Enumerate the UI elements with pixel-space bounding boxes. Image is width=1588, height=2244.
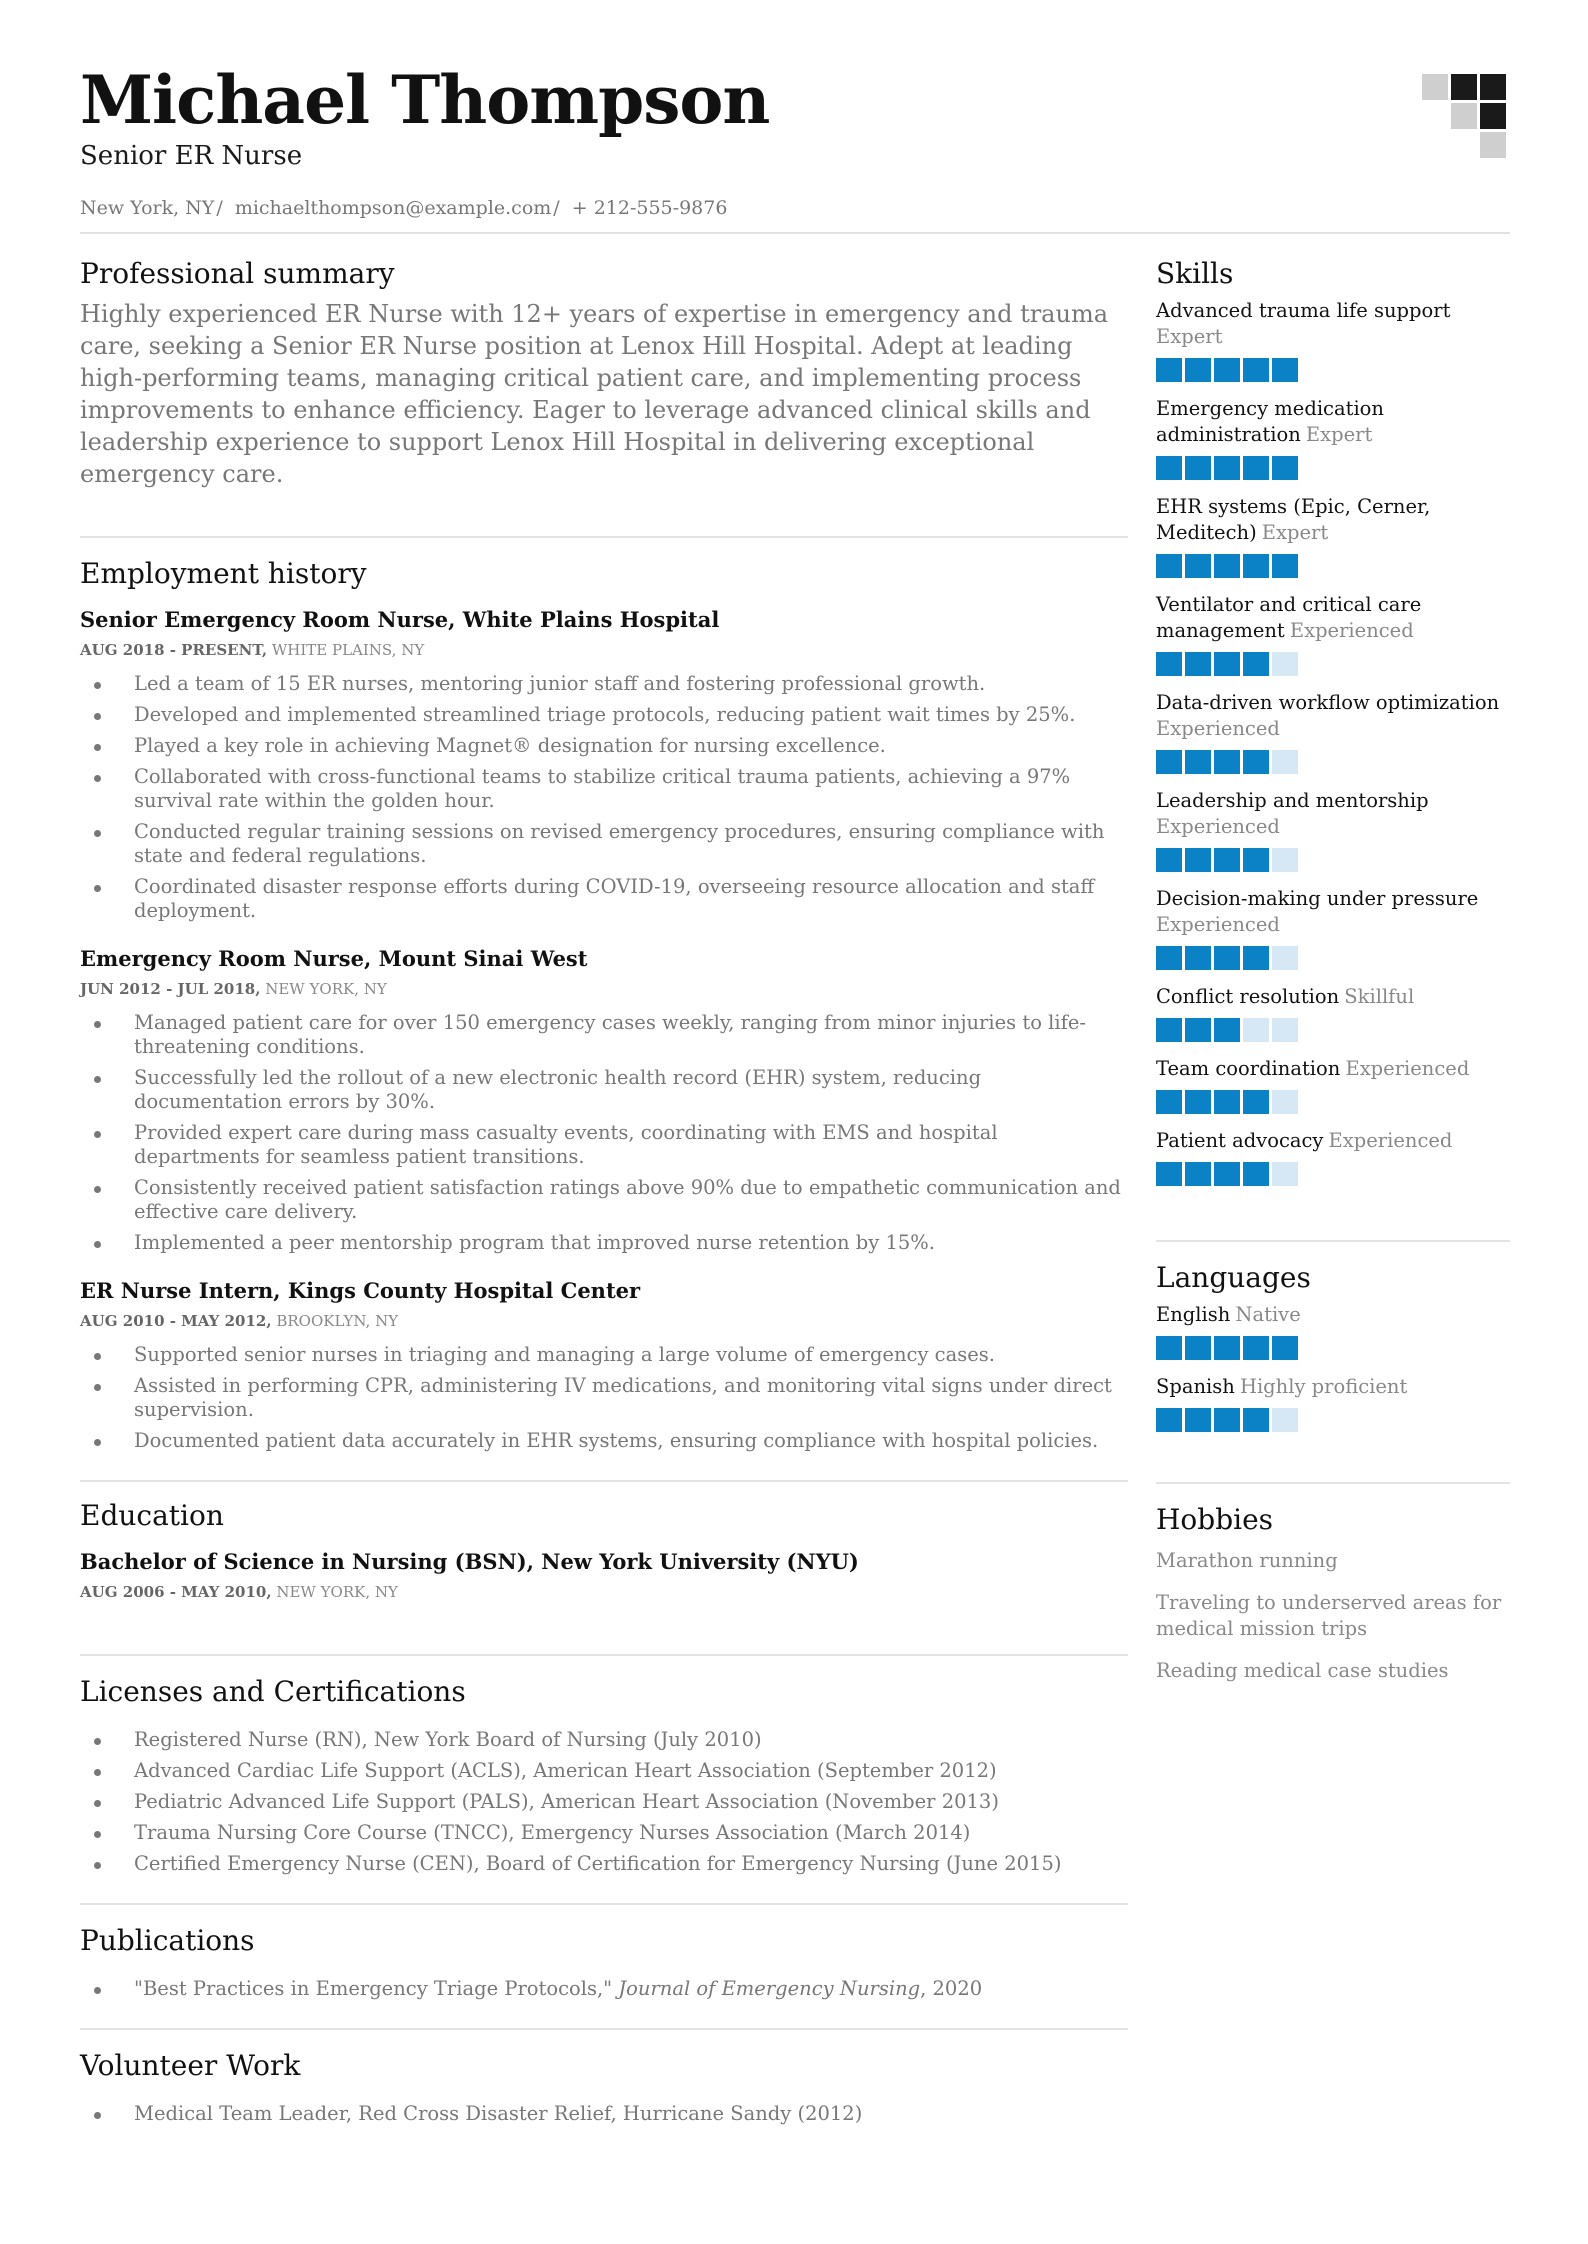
rating-segment-filled xyxy=(1156,750,1182,774)
rating-segment-empty xyxy=(1272,652,1298,676)
section-title: Languages xyxy=(1156,1261,1311,1294)
rating-segment-filled xyxy=(1185,1018,1211,1042)
hobbies-list xyxy=(1156,1548,1510,1684)
rating-bar xyxy=(1156,358,1510,382)
rating-level: Experienced xyxy=(1345,1057,1470,1080)
rating-level: Experienced xyxy=(1156,717,1280,740)
rating-segment-empty xyxy=(1272,1090,1298,1114)
job-entry xyxy=(80,606,1128,923)
rating-segment-filled xyxy=(1243,1090,1269,1114)
rating-level: Expert xyxy=(1305,423,1373,446)
section-title: Education xyxy=(80,1499,224,1532)
logo-square xyxy=(1451,103,1477,129)
education-section xyxy=(80,1480,1128,1654)
rating-segment-filled xyxy=(1156,456,1182,480)
rating-segment-filled xyxy=(1156,1336,1182,1360)
rating-segment-empty xyxy=(1243,1018,1269,1042)
section-title: Employment history xyxy=(80,557,367,590)
skill-item xyxy=(1156,788,1510,872)
rating-bar xyxy=(1156,848,1510,872)
degree-title: Bachelor of Science in Nursing (BSN), New York University (NYU) xyxy=(80,1549,859,1574)
section-title: Skills xyxy=(1156,257,1234,290)
rating-bar xyxy=(1156,456,1510,480)
rating-label xyxy=(1156,298,1510,350)
rating-name: English xyxy=(1156,1303,1231,1326)
volunteer-list xyxy=(80,2102,1128,2126)
rating-segment-filled xyxy=(1214,1162,1240,1186)
rating-segment-filled xyxy=(1185,848,1211,872)
rating-segment-filled xyxy=(1214,848,1240,872)
job-dates: AUG 2010 - MAY 2012, xyxy=(80,1312,272,1330)
skill-item xyxy=(1156,298,1510,382)
sidebar-column xyxy=(1156,256,1510,1684)
language-item xyxy=(1156,1302,1510,1360)
rating-segment-empty xyxy=(1272,946,1298,970)
list-item: Certified Emergency Nurse (CEN), Board of Certification for Emergency Nursing (June 2015) xyxy=(80,1852,1128,1876)
rating-segment-filled xyxy=(1185,1090,1211,1114)
rating-label xyxy=(1156,1056,1510,1082)
publication-year: , 2020 xyxy=(920,1977,983,2000)
rating-bar xyxy=(1156,652,1510,676)
list-item: Advanced Cardiac Life Support (ACLS), American Heart Association (September 2012) xyxy=(80,1759,1128,1783)
publications-list xyxy=(80,1977,1128,2001)
list-item: Collaborated with cross-functional teams to stabilize critical trauma patients, achieving a 97% survival rate within the golden hour. xyxy=(80,765,1128,813)
skill-item xyxy=(1156,886,1510,970)
rating-label xyxy=(1156,690,1510,742)
rating-bar xyxy=(1156,750,1510,774)
contact-email[interactable]: michaelthompson@example.com xyxy=(234,197,552,219)
rating-segment-filled xyxy=(1214,554,1240,578)
list-item: Managed patient care for over 150 emergency cases weekly, ranging from minor injuries to life-threatening conditions. xyxy=(80,1011,1128,1059)
list-item: Registered Nurse (RN), New York Board of Nursing (July 2010) xyxy=(80,1728,1128,1752)
rating-segment-filled xyxy=(1185,1336,1211,1360)
rating-label xyxy=(1156,788,1510,840)
list-item: Implemented a peer mentorship program that improved nurse retention by 15%. xyxy=(80,1231,1128,1255)
languages-section xyxy=(1156,1240,1510,1482)
rating-segment-filled xyxy=(1243,1162,1269,1186)
list-item: Played a key role in achieving Magnet® designation for nursing excellence. xyxy=(80,734,1128,758)
job-title: Emergency Room Nurse, Mount Sinai West xyxy=(80,946,588,971)
rating-bar xyxy=(1156,1018,1510,1042)
publication-title: "Best Practices in Emergency Triage Protocols," xyxy=(134,1977,613,2000)
rating-name: Decision-making under pressure xyxy=(1156,887,1479,910)
language-item xyxy=(1156,1374,1510,1432)
rating-name: Advanced trauma life support xyxy=(1156,299,1451,322)
rating-level: Experienced xyxy=(1289,619,1414,642)
rating-segment-filled xyxy=(1214,946,1240,970)
section-title: Volunteer Work xyxy=(80,2049,301,2082)
rating-segment-empty xyxy=(1272,1408,1298,1432)
rating-segment-filled xyxy=(1156,1018,1182,1042)
list-item: Trauma Nursing Core Course (TNCC), Emergency Nurses Association (March 2014) xyxy=(80,1821,1128,1845)
rating-name: Data-driven workflow optimization xyxy=(1156,691,1500,714)
rating-level: Expert xyxy=(1261,521,1329,544)
publications-section xyxy=(80,1903,1128,2028)
education-dates: AUG 2006 - MAY 2010, xyxy=(80,1583,272,1601)
rating-name: Ventilator and critical care management xyxy=(1156,593,1422,642)
skill-item xyxy=(1156,1128,1510,1186)
rating-name: Emergency medication administration xyxy=(1156,397,1384,446)
section-title: Hobbies xyxy=(1156,1503,1274,1536)
languages-list xyxy=(1156,1302,1510,1432)
contact-separator: / xyxy=(553,197,560,219)
volunteer-section xyxy=(80,2028,1128,2126)
job-meta xyxy=(80,640,1128,660)
rating-segment-filled xyxy=(1272,1336,1298,1360)
brand-logo-icon xyxy=(1422,74,1510,162)
skill-item xyxy=(1156,494,1510,578)
rating-segment-filled xyxy=(1185,554,1211,578)
rating-segment-filled xyxy=(1214,750,1240,774)
rating-segment-filled xyxy=(1156,946,1182,970)
logo-square xyxy=(1480,103,1506,129)
job-entry xyxy=(80,945,1128,1255)
list-item: Documented patient data accurately in EHR systems, ensuring compliance with hospital policies. xyxy=(80,1429,1128,1453)
rating-segment-filled xyxy=(1185,750,1211,774)
job-bullets xyxy=(80,1011,1128,1255)
section-title: Licenses and Certifications xyxy=(80,1675,466,1708)
education-location: NEW YORK, NY xyxy=(276,1583,398,1601)
rating-bar xyxy=(1156,1408,1510,1432)
rating-segment-filled xyxy=(1214,1408,1240,1432)
contact-location: New York, NY xyxy=(80,197,215,219)
rating-level: Skillful xyxy=(1344,985,1415,1008)
job-title: Senior Emergency Room Nurse, White Plains Hospital xyxy=(80,607,720,632)
list-item: Supported senior nurses in triaging and managing a large volume of emergency cases. xyxy=(80,1343,1128,1367)
rating-level: Native xyxy=(1235,1303,1301,1326)
rating-segment-empty xyxy=(1272,750,1298,774)
hobby-item: Traveling to underserved areas for medical mission trips xyxy=(1156,1591,1502,1640)
rating-label xyxy=(1156,1302,1510,1328)
contact-line xyxy=(80,196,1510,220)
rating-name: Leadership and mentorship xyxy=(1156,789,1429,812)
rating-segment-filled xyxy=(1243,848,1269,872)
rating-bar xyxy=(1156,554,1510,578)
candidate-title: Senior ER Nurse xyxy=(80,141,303,171)
rating-level: Expert xyxy=(1156,325,1223,348)
rating-segment-filled xyxy=(1214,358,1240,382)
job-location: WHITE PLAINS, NY xyxy=(271,641,425,659)
rating-segment-filled xyxy=(1214,1018,1240,1042)
list-item: Provided expert care during mass casualty events, coordinating with EMS and hospital departments for seamless patient transitions. xyxy=(80,1121,1128,1169)
rating-segment-filled xyxy=(1156,1162,1182,1186)
rating-segment-filled xyxy=(1185,358,1211,382)
rating-label xyxy=(1156,494,1510,546)
rating-segment-empty xyxy=(1272,848,1298,872)
rating-segment-filled xyxy=(1185,946,1211,970)
rating-segment-filled xyxy=(1243,946,1269,970)
job-bullets xyxy=(80,672,1128,923)
hobbies-section xyxy=(1156,1482,1510,1684)
list-item: Conducted regular training sessions on revised emergency procedures, ensuring compliance with state and federal regulations. xyxy=(80,820,1128,868)
list-item: Led a team of 15 ER nurses, mentoring junior staff and fostering professional growth. xyxy=(80,672,1128,696)
job-dates: AUG 2018 - PRESENT, xyxy=(80,641,268,659)
rating-bar xyxy=(1156,1090,1510,1114)
rating-segment-filled xyxy=(1243,456,1269,480)
rating-name: Spanish xyxy=(1156,1375,1235,1398)
licenses-section xyxy=(80,1654,1128,1903)
rating-segment-filled xyxy=(1156,848,1182,872)
resume-header xyxy=(80,60,1510,220)
logo-square xyxy=(1422,74,1448,100)
rating-level: Experienced xyxy=(1156,913,1280,936)
main-column xyxy=(80,256,1128,2133)
rating-segment-filled xyxy=(1272,358,1298,382)
hobby-item: Reading medical case studies xyxy=(1156,1659,1449,1682)
summary-text: Highly experienced ER Nurse with 12+ years of expertise in emergency and trauma care, seeking a Senior ER Nurse position at Lenox Hill Hospital. Adept at leading high-performing teams, managing critical patient care, and implementing process improvements to enhance efficiency. Eager to leverage advanced clinical skills and leadership experience to support Lenox Hill Hospital in delivering exceptional emergency care. xyxy=(80,300,1109,488)
rating-segment-filled xyxy=(1243,750,1269,774)
rating-label xyxy=(1156,396,1510,448)
rating-label xyxy=(1156,984,1510,1010)
logo-square xyxy=(1480,132,1506,158)
skill-item xyxy=(1156,690,1510,774)
rating-label xyxy=(1156,1374,1510,1400)
rating-segment-empty xyxy=(1272,1162,1298,1186)
rating-segment-filled xyxy=(1156,358,1182,382)
rating-segment-filled xyxy=(1243,358,1269,382)
job-meta xyxy=(80,979,1128,999)
publication-journal: Journal of Emergency Nursing xyxy=(618,1977,921,2000)
rating-segment-filled xyxy=(1185,652,1211,676)
rating-segment-filled xyxy=(1214,652,1240,676)
education-meta xyxy=(80,1582,1128,1602)
section-title: Publications xyxy=(80,1924,255,1957)
rating-segment-filled xyxy=(1185,1162,1211,1186)
licenses-list xyxy=(80,1728,1128,1876)
header-divider xyxy=(80,232,1510,234)
rating-segment-filled xyxy=(1156,554,1182,578)
rating-name: EHR systems (Epic, Cerner, Meditech) xyxy=(1156,495,1431,544)
section-title: Professional summary xyxy=(80,257,395,290)
logo-square xyxy=(1451,74,1477,100)
job-title: ER Nurse Intern, Kings County Hospital Center xyxy=(80,1278,641,1303)
list-item: Assisted in performing CPR, administering IV medications, and monitoring vital signs under direct supervision. xyxy=(80,1374,1128,1422)
skills-list xyxy=(1156,298,1510,1186)
rating-segment-filled xyxy=(1243,1408,1269,1432)
rating-segment-filled xyxy=(1214,1336,1240,1360)
skills-section xyxy=(1156,256,1510,1240)
list-item: Successfully led the rollout of a new electronic health record (EHR) system, reducing documentation errors by 30%. xyxy=(80,1066,1128,1114)
job-entry xyxy=(80,1277,1128,1453)
job-dates: JUN 2012 - JUL 2018, xyxy=(80,980,261,998)
employment-section xyxy=(80,536,1128,1480)
summary-section xyxy=(80,256,1128,536)
skill-item xyxy=(1156,396,1510,480)
rating-segment-filled xyxy=(1272,554,1298,578)
rating-segment-filled xyxy=(1272,456,1298,480)
rating-level: Experienced xyxy=(1156,815,1280,838)
rating-segment-filled xyxy=(1156,1408,1182,1432)
job-bullets xyxy=(80,1343,1128,1453)
rating-segment-filled xyxy=(1214,1090,1240,1114)
rating-segment-filled xyxy=(1185,1408,1211,1432)
rating-segment-filled xyxy=(1156,1090,1182,1114)
skill-item xyxy=(1156,1056,1510,1114)
rating-level: Highly proficient xyxy=(1239,1375,1408,1398)
list-item: Medical Team Leader, Red Cross Disaster Relief, Hurricane Sandy (2012) xyxy=(80,2102,1128,2126)
rating-bar xyxy=(1156,1336,1510,1360)
candidate-name: Michael Thompson xyxy=(80,61,770,139)
hobby-item: Marathon running xyxy=(1156,1549,1338,1572)
job-meta xyxy=(80,1311,1128,1331)
skill-item xyxy=(1156,984,1510,1042)
rating-name: Team coordination xyxy=(1156,1057,1341,1080)
rating-label xyxy=(1156,1128,1510,1154)
job-location: BROOKLYN, NY xyxy=(276,1312,399,1330)
rating-segment-filled xyxy=(1214,456,1240,480)
skill-item xyxy=(1156,592,1510,676)
rating-level: Experienced xyxy=(1328,1129,1453,1152)
rating-label xyxy=(1156,592,1510,644)
rating-label xyxy=(1156,886,1510,938)
rating-segment-filled xyxy=(1243,554,1269,578)
list-item: Consistently received patient satisfaction ratings above 90% due to empathetic communication and effective care delivery. xyxy=(80,1176,1128,1224)
rating-name: Conflict resolution xyxy=(1156,985,1340,1008)
contact-separator: / xyxy=(216,197,223,219)
rating-bar xyxy=(1156,946,1510,970)
list-item: Coordinated disaster response efforts during COVID-19, overseeing resource allocation and staff deployment. xyxy=(80,875,1128,923)
rating-segment-filled xyxy=(1243,652,1269,676)
rating-segment-filled xyxy=(1243,1336,1269,1360)
contact-phone[interactable]: + 212-555-9876 xyxy=(571,197,728,219)
rating-segment-filled xyxy=(1185,456,1211,480)
logo-square xyxy=(1480,74,1506,100)
rating-segment-empty xyxy=(1272,1018,1298,1042)
list-item: Pediatric Advanced Life Support (PALS), American Heart Association (November 2013) xyxy=(80,1790,1128,1814)
rating-name: Patient advocacy xyxy=(1156,1129,1324,1152)
rating-bar xyxy=(1156,1162,1510,1186)
job-location: NEW YORK, NY xyxy=(265,980,387,998)
list-item xyxy=(80,1977,1128,2001)
list-item: Developed and implemented streamlined triage protocols, reducing patient wait times by 25%. xyxy=(80,703,1128,727)
rating-segment-filled xyxy=(1156,652,1182,676)
